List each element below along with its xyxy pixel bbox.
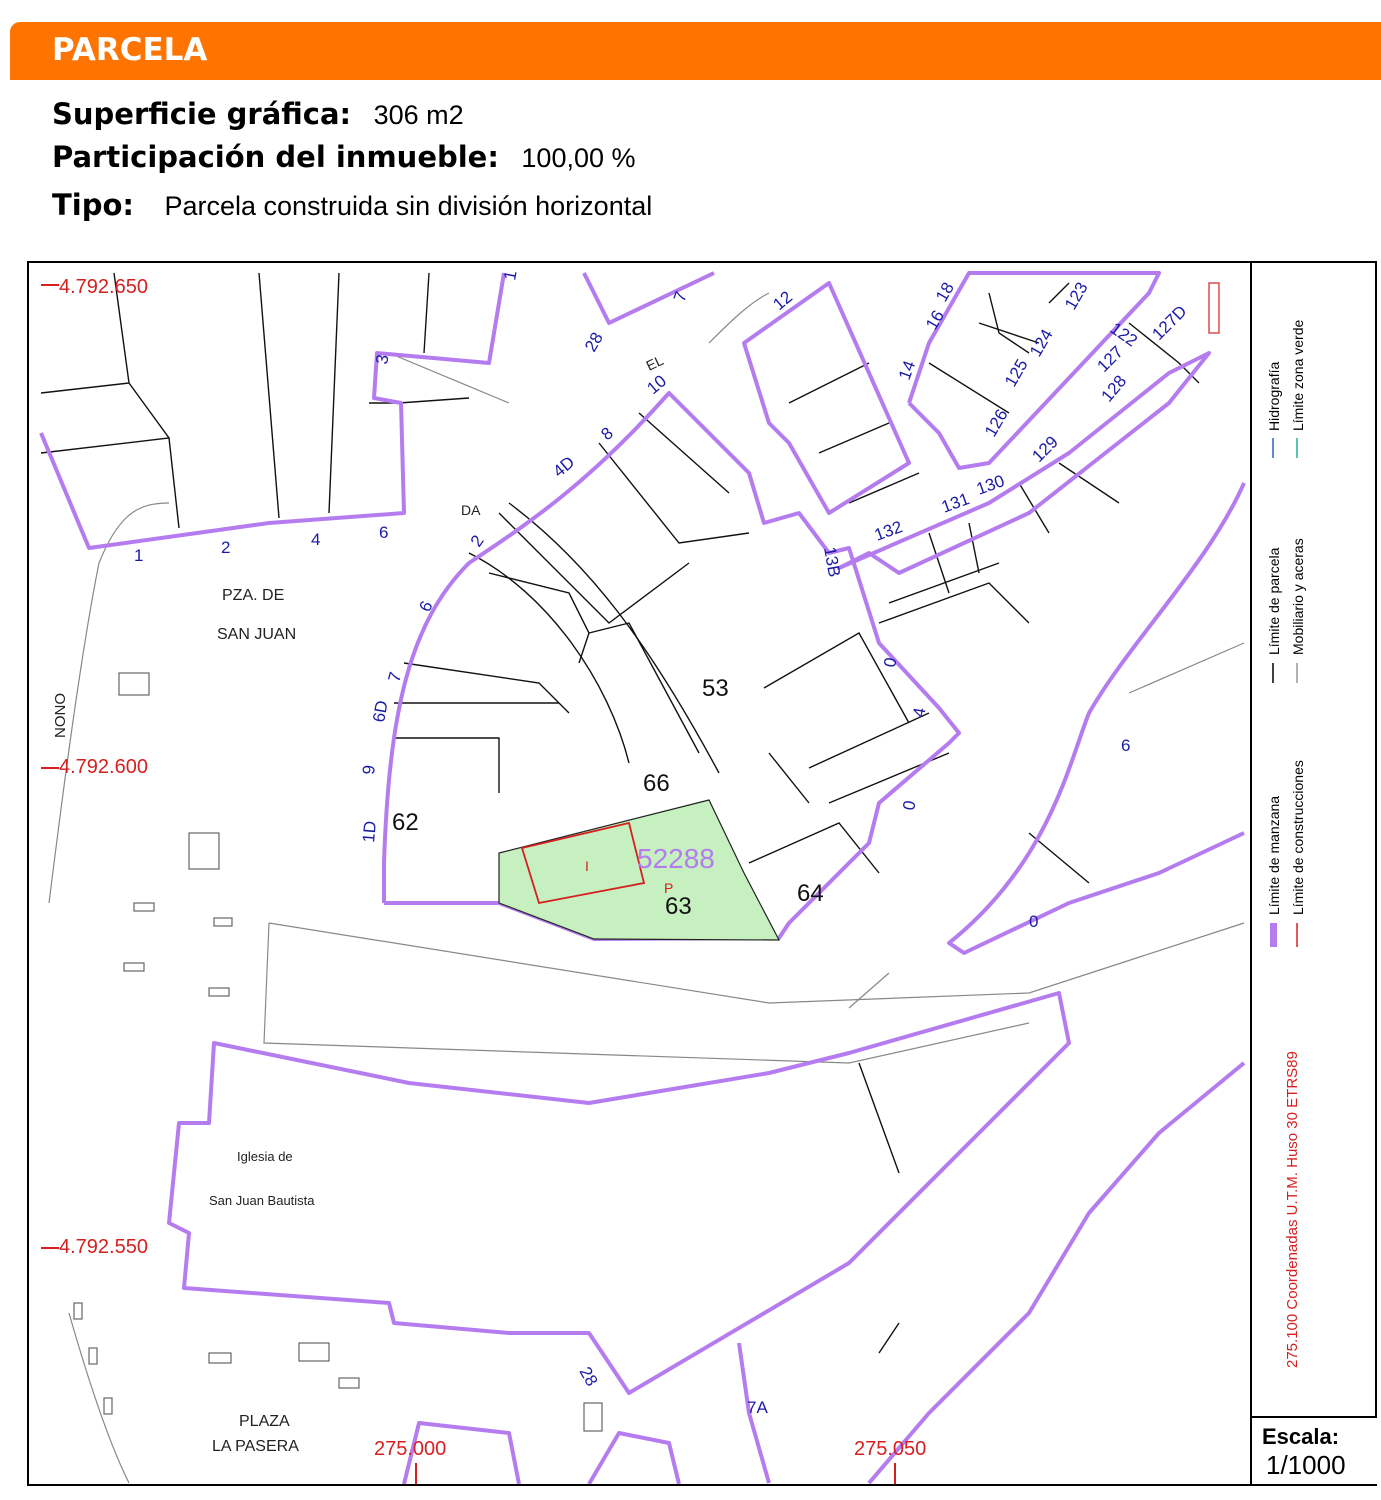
street-edge-b <box>264 923 1029 1063</box>
house-number: 0 <box>1029 912 1039 931</box>
block-6 <box>949 483 1244 953</box>
parcel-i-marker: I <box>585 858 589 874</box>
coord-y-mid: 4.792.600 <box>59 756 148 778</box>
house-number: 132 <box>871 517 906 545</box>
block-12 <box>744 283 909 513</box>
house-number: 9 <box>359 764 379 776</box>
tipo-row <box>52 188 652 222</box>
superficie-value: 306 m2 <box>373 100 464 130</box>
scale-label: Escala: <box>1262 1424 1340 1449</box>
house-number: 2 <box>221 538 231 557</box>
legend-label-construcciones: Límite de construcciones <box>1290 760 1306 915</box>
house-number: 4 <box>311 530 321 549</box>
house-number: 1D <box>359 820 380 844</box>
legend-label-mobiliario: Mobiliario y aceras <box>1290 538 1306 655</box>
block-131 <box>839 353 1209 573</box>
cadastral-map <box>27 261 1377 1486</box>
participacion-value: 100,00 % <box>521 143 636 173</box>
house-number: 12 <box>769 287 797 315</box>
house-number: 8 <box>597 423 617 445</box>
coordinate-ticks <box>41 285 895 1484</box>
superficie-row <box>52 97 464 131</box>
house-number: 125 <box>1001 355 1032 390</box>
house-number: 4 <box>909 706 930 719</box>
label-iglesia-de: Iglesia de <box>237 1149 293 1164</box>
participacion-label: Participación del inmueble: <box>52 140 499 174</box>
label-el: EL <box>643 351 666 374</box>
house-number: 3 <box>372 353 393 366</box>
house-number: 123 <box>1061 278 1092 313</box>
legend-label-manzana: Límite de manzana <box>1266 795 1282 915</box>
house-number: 2 <box>466 531 488 551</box>
legend-label-parcela: Límite de parcela <box>1266 547 1282 655</box>
house-number: 16 <box>922 307 948 333</box>
coord-x-left: 275.000 <box>374 1438 447 1460</box>
map-canvas <box>29 263 1250 1484</box>
coord-y-top: 4.792.650 <box>59 276 148 298</box>
house-number: 7A <box>747 1398 768 1417</box>
tipo-label: Tipo: <box>52 188 135 222</box>
tipo-value: Parcela construida sin división horizontal <box>164 191 653 221</box>
house-number: 127D <box>1148 301 1191 344</box>
legend-swatch-manzana <box>1270 923 1277 947</box>
header-bar <box>10 22 1381 80</box>
label-nono: NONO <box>52 693 69 738</box>
label-san-juan-bautista: San Juan Bautista <box>209 1193 315 1208</box>
house-number: 18 <box>932 279 958 305</box>
house-number: 130 <box>973 471 1008 499</box>
legend-crs-text: 275.100 Coordenadas U.T.M. Huso 30 ETRS89 <box>1284 1051 1301 1368</box>
coord-y-bottom: 4.792.550 <box>59 1236 148 1258</box>
scale-box <box>1252 1416 1377 1484</box>
legend-panel <box>1250 263 1377 1484</box>
house-number: 28 <box>575 1363 602 1390</box>
parcel-62: 62 <box>392 809 419 836</box>
legend-label-hidrografia: Hidrografía <box>1266 361 1282 431</box>
label-san-juan: SAN JUAN <box>217 626 297 643</box>
house-number: 10 <box>643 371 671 399</box>
house-number: 122 <box>1106 318 1141 351</box>
participacion-row <box>52 140 636 174</box>
house-number: 6 <box>379 523 389 542</box>
parcel-64: 64 <box>797 880 824 907</box>
parcel-p-marker: P <box>664 880 674 896</box>
house-number: 6 <box>1121 736 1131 755</box>
house-number: 126 <box>981 405 1012 440</box>
coord-x-right: 275.050 <box>854 1438 927 1460</box>
house-number: 1 <box>134 546 144 565</box>
house-number: 131 <box>938 489 973 517</box>
house-number: 127 <box>1093 342 1127 376</box>
label-pza-de: PZA. DE <box>222 587 285 604</box>
house-number: 6D <box>369 698 392 724</box>
house-number: 6 <box>415 598 437 615</box>
house-number: 13B <box>820 545 845 579</box>
house-number: 7 <box>669 288 691 305</box>
house-number: 1 <box>500 269 521 282</box>
label-la-pasera: LA PASERA <box>212 1438 299 1455</box>
parcel-63: 63 <box>665 893 692 920</box>
parcel-reference: 52288 <box>637 843 715 874</box>
house-number: 124 <box>1026 325 1057 360</box>
header-title: PARCELA <box>52 32 208 68</box>
house-number: 7 <box>384 669 406 685</box>
parcel-66: 66 <box>643 770 670 797</box>
house-number: 4D <box>549 452 579 482</box>
house-number: 0 <box>899 799 920 812</box>
house-number: 28 <box>581 329 607 355</box>
block-74 <box>739 1063 1244 1483</box>
scale-value: 1/1000 <box>1266 1450 1346 1480</box>
house-number: 14 <box>894 358 920 383</box>
label-da: DA <box>461 502 481 518</box>
house-number: 128 <box>1097 371 1131 406</box>
superficie-label: Superficie gráfica: <box>52 97 352 131</box>
label-plaza: PLAZA <box>239 1413 290 1430</box>
house-number: 129 <box>1028 432 1062 466</box>
house-number: 0 <box>880 656 901 669</box>
parcel-lines <box>41 273 1199 1353</box>
legend-label-zona-verde: Límite zona verde <box>1290 319 1306 431</box>
parcel-53: 53 <box>702 675 729 702</box>
